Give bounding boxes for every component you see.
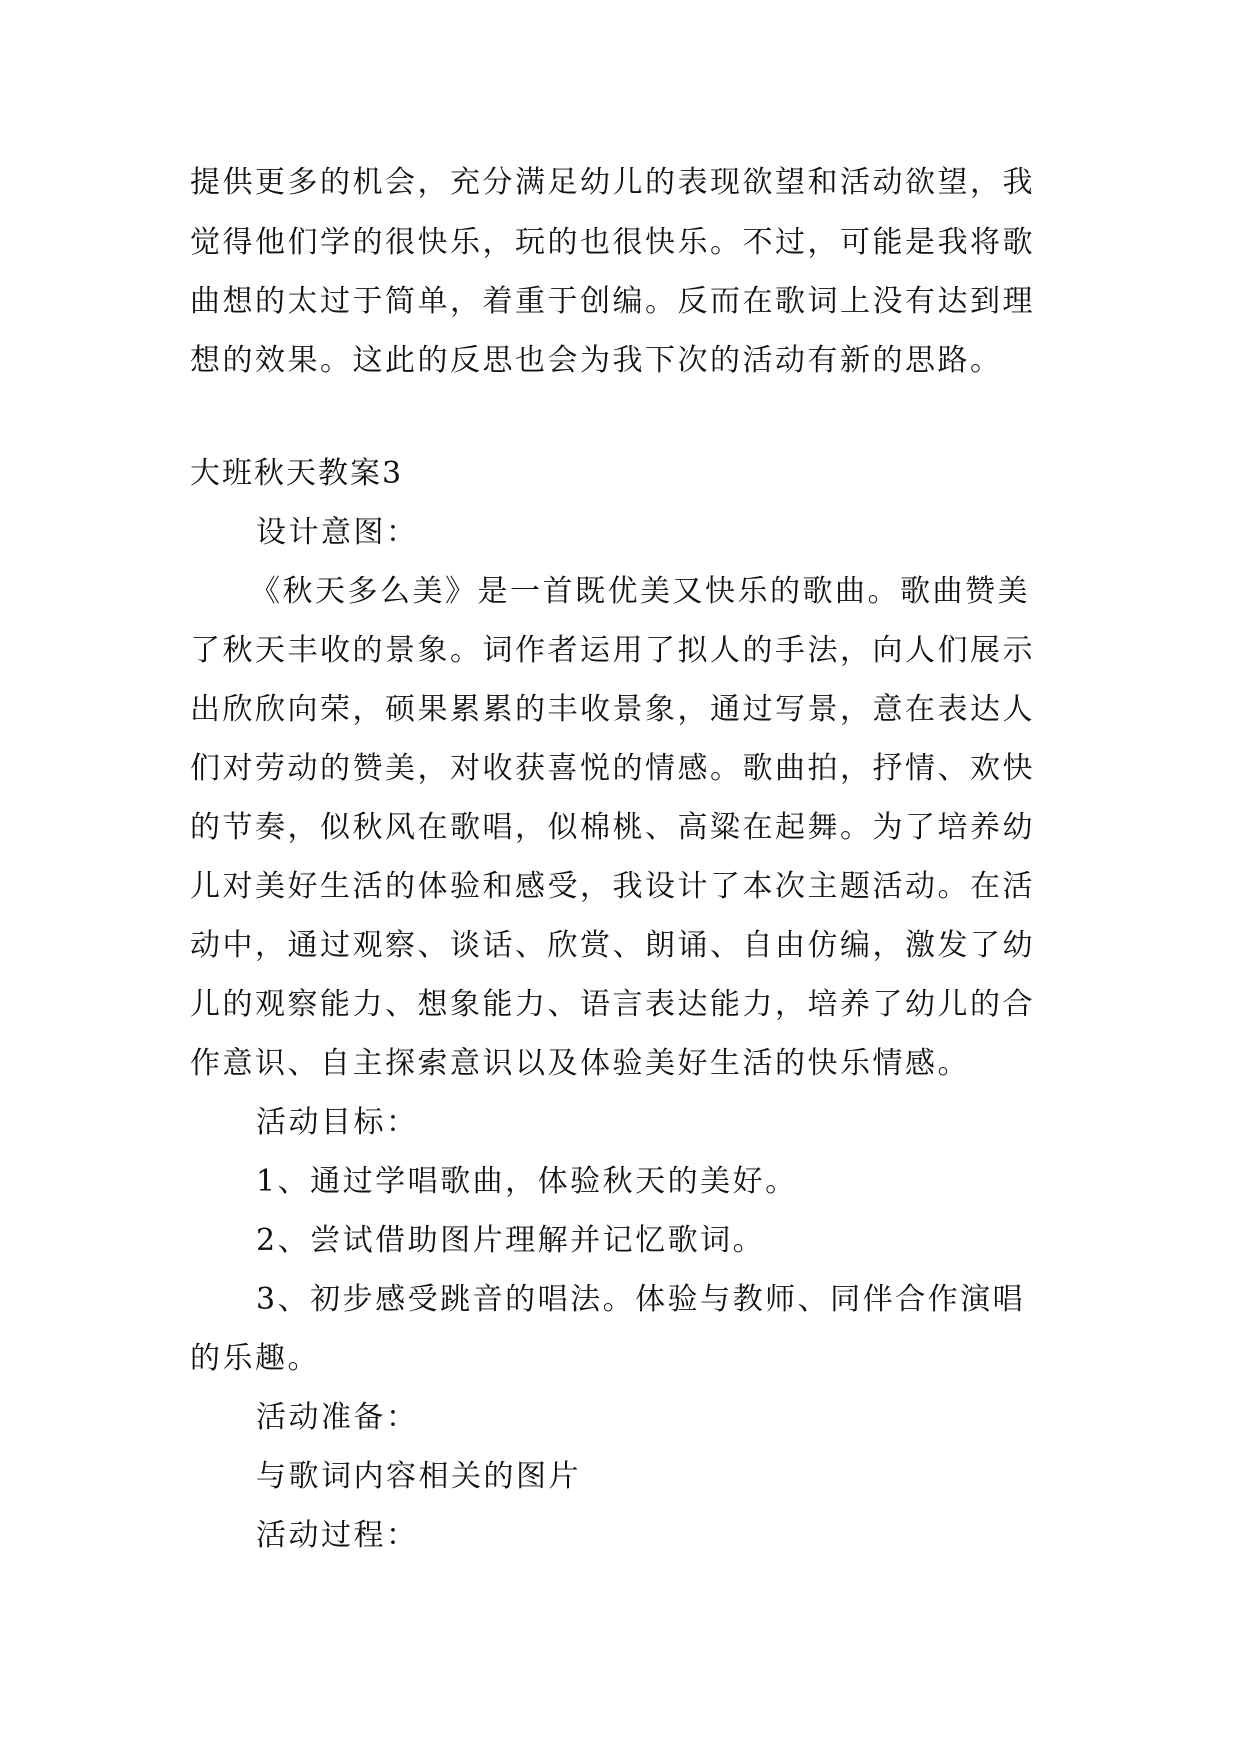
design-intent-line-7: 动中，通过观察、谈话、欣赏、朗诵、自由仿编，激发了幼 — [190, 928, 1035, 963]
goal-item-3-line-1: 3、初步感受跳音的唱法。体验与教师、同伴合作演唱 — [256, 1282, 1026, 1317]
design-intent-line-3: 出欣欣向荣，硕果累累的丰收景象，通过写景，意在表达人 — [190, 692, 1035, 727]
preparation-heading: 活动准备： — [256, 1400, 419, 1435]
design-intent-heading: 设计意图： — [256, 515, 419, 550]
goal-item-1: 1、通过学唱歌曲，体验秋天的美好。 — [256, 1164, 798, 1199]
process-heading: 活动过程： — [256, 1518, 419, 1553]
intro-line-1: 提供更多的机会，充分满足幼儿的表现欲望和活动欲望，我 — [190, 165, 1035, 200]
design-intent-line-2: 了秋天丰收的景象。词作者运用了拟人的手法，向人们展示 — [190, 633, 1035, 668]
goals-heading: 活动目标： — [256, 1105, 419, 1140]
goal-item-2: 2、尝试借助图片理解并记忆歌词。 — [256, 1223, 766, 1258]
goal-item-3-line-2: 的乐趣。 — [190, 1341, 320, 1376]
design-intent-line-8: 儿的观察能力、想象能力、语言表达能力，培养了幼儿的合 — [190, 987, 1035, 1022]
design-intent-line-6: 儿对美好生活的体验和感受，我设计了本次主题活动。在活 — [190, 869, 1035, 904]
design-intent-line-9: 作意识、自主探索意识以及体验美好生活的快乐情感。 — [190, 1046, 970, 1081]
preparation-text: 与歌词内容相关的图片 — [256, 1459, 581, 1494]
intro-line-3: 曲想的太过于简单，着重于创编。反而在歌词上没有达到理 — [190, 284, 1035, 319]
intro-line-4: 想的效果。这此的反思也会为我下次的活动有新的思路。 — [190, 343, 1003, 378]
design-intent-line-1: 《秋天多么美》是一首既优美又快乐的歌曲。歌曲赞美 — [250, 574, 1030, 609]
intro-line-2: 觉得他们学的很快乐，玩的也很快乐。不过，可能是我将歌 — [190, 225, 1035, 260]
design-intent-line-5: 的节奏，似秋风在歌唱，似棉桃、高粱在起舞。为了培养幼 — [190, 810, 1035, 845]
section-title: 大班秋天教案3 — [190, 456, 404, 491]
design-intent-line-4: 们对劳动的赞美，对收获喜悦的情感。歌曲拍，抒情、欢快 — [190, 751, 1035, 786]
